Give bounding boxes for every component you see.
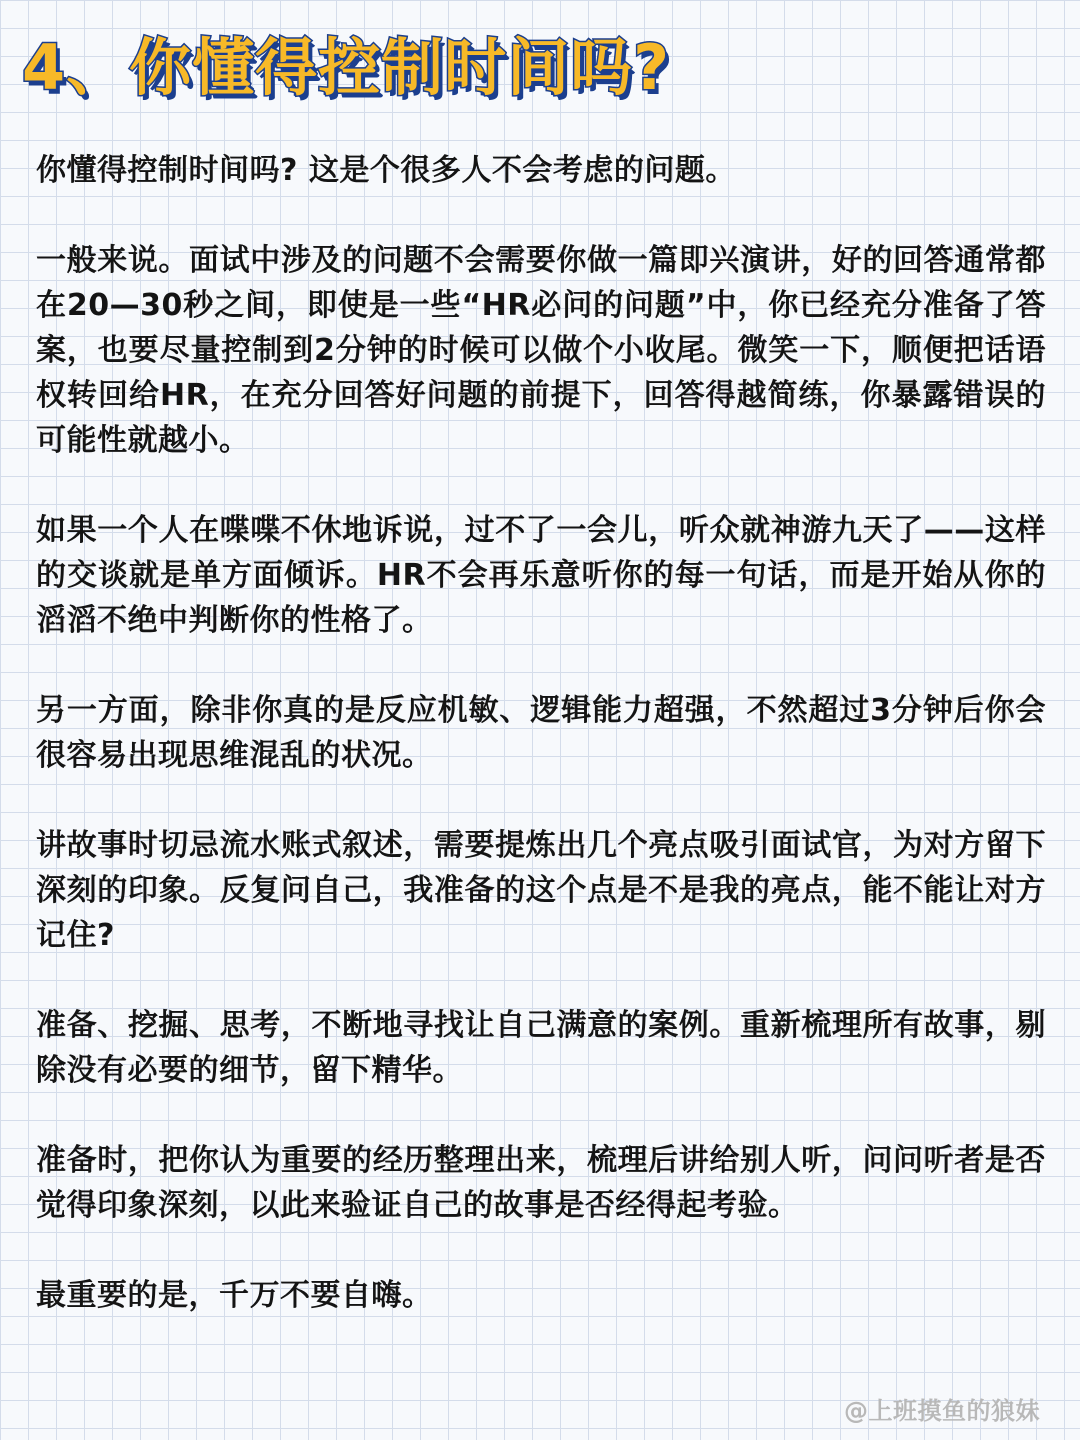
paragraph-intro: 你懂得控制时间吗? 这是个很多人不会考虑的问题。 xyxy=(36,153,736,188)
paragraph-monologue: 如果一个人在喋喋不休地诉说，过不了一会儿，听众就神游九天了——这样的交谈就是单方面倾诉。HR不会再乐意听你的每一句话，而是开始从你的滔滔不绝中判断你的性格了。 xyxy=(36,513,1046,638)
paragraph-storytelling: 讲故事时切忌流水账式叙述，需要提炼出几个亮点吸引面试官，为对方留下深刻的印象。反复问自己，我准备的这个点是不是我的亮点，能不能让对方记住? xyxy=(36,828,1046,953)
paragraph-preparation: 准备、挖掘、思考，不断地寻找让自己满意的案例。重新梳理所有故事，剔除没有必要的细节，留下精华。 xyxy=(36,1008,1046,1088)
article-body xyxy=(36,148,1046,1363)
paragraph-rehearsal: 准备时，把你认为重要的经历整理出来，梳理后讲给别人听，问问听者是否觉得印象深刻，以此来验证自己的故事是否经得起考验。 xyxy=(36,1143,1046,1223)
page-title: 4、你懂得控制时间吗? xyxy=(22,31,671,104)
author-watermark: @上班摸鱼的狼妹 xyxy=(844,1397,1040,1425)
paragraph-answer-length: 一般来说。面试中涉及的问题不会需要你做一篇即兴演讲，好的回答通常都在20—30秒之间，即使是一些“HR必问的问题”中，你已经充分准备了答案，也要尽量控制到2分钟的时候可以做个小收尾。微笑一下，顺便把话语权转回给HR，在充分回答好问题的前提下，回答得越简练，你暴露错误的可能性就越小。 xyxy=(36,243,1046,458)
paragraph-conclusion: 最重要的是，千万不要自嗨。 xyxy=(36,1278,433,1313)
paragraph-time-limit: 另一方面，除非你真的是反应机敏、逻辑能力超强，不然超过3分钟后你会很容易出现思维混乱的状况。 xyxy=(36,693,1046,773)
